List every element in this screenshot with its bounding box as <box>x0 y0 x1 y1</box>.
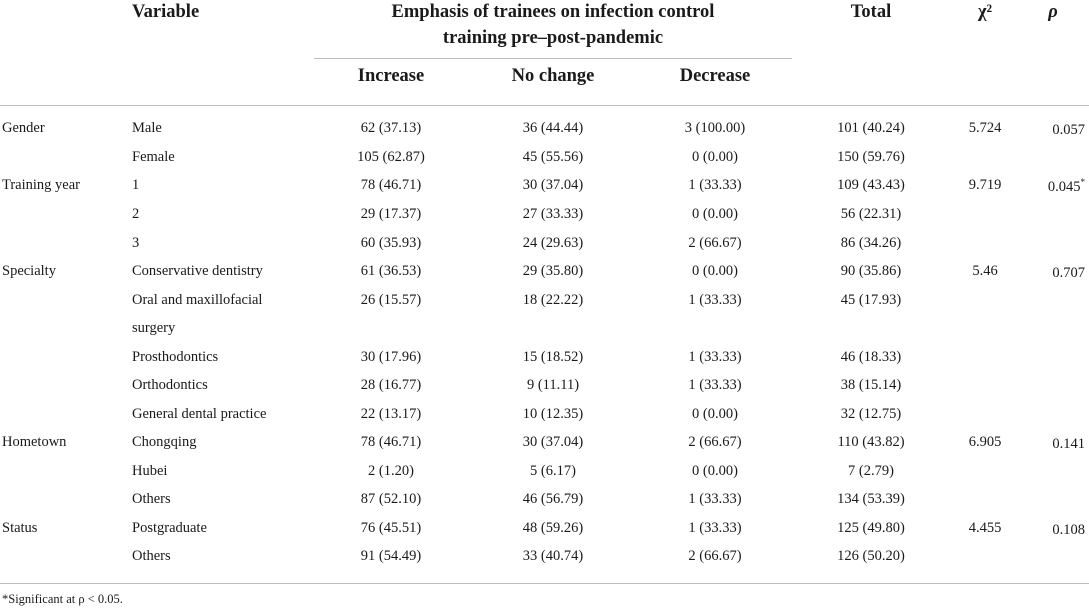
cell-decrease: 1 (33.33) <box>688 520 742 536</box>
header-total: Total <box>850 2 892 22</box>
cell-total: 134 (53.39) <box>837 491 905 507</box>
cell-group: Gender <box>2 120 45 136</box>
significance-mark: * <box>1080 177 1085 187</box>
cell-level: Others <box>132 548 171 564</box>
cell-total: 150 (59.76) <box>837 149 905 165</box>
cell-no-change: 29 (35.80) <box>522 263 584 279</box>
cell-increase: 60 (35.93) <box>360 235 422 251</box>
cell-total: 125 (49.80) <box>837 520 905 536</box>
header-variable: Variable <box>132 2 200 22</box>
cell-increase: 22 (13.17) <box>360 406 422 422</box>
cell-increase: 29 (17.37) <box>360 206 422 222</box>
cell-total: 126 (50.20) <box>837 548 905 564</box>
cell-decrease: 2 (66.67) <box>688 235 742 251</box>
cell-decrease: 0 (0.00) <box>692 463 738 479</box>
cell-total: 86 (34.26) <box>840 235 902 251</box>
cell-no-change: 18 (22.22) <box>522 292 584 308</box>
cell-level: Postgraduate <box>132 520 207 536</box>
header-no-change: No change <box>511 66 595 86</box>
cell-no-change: 27 (33.33) <box>522 206 584 222</box>
cell-level: Hubei <box>132 463 168 479</box>
header-decrease: Decrease <box>679 66 751 86</box>
cell-no-change: 15 (18.52) <box>522 349 584 365</box>
cell-level: Conservative dentistry <box>132 263 263 279</box>
cell-total: 32 (12.75) <box>840 406 902 422</box>
cell-decrease: 0 (0.00) <box>692 263 738 279</box>
cell-decrease: 0 (0.00) <box>692 206 738 222</box>
cell-increase: 87 (52.10) <box>360 491 422 507</box>
cell-rho <box>1052 120 1085 139</box>
cell-rho-value: 0.707 <box>1052 264 1085 281</box>
cell-no-change: 30 (37.04) <box>522 434 584 450</box>
cell-no-change: 33 (40.74) <box>522 548 584 564</box>
cell-increase: 76 (45.51) <box>360 520 422 536</box>
cell-group: Specialty <box>2 263 56 279</box>
cell-increase: 30 (17.96) <box>360 349 422 365</box>
cell-increase: 91 (54.49) <box>360 548 422 564</box>
cell-no-change: 5 (6.17) <box>530 463 576 479</box>
cell-no-change: 30 (37.04) <box>522 177 584 193</box>
cell-increase: 61 (36.53) <box>360 263 422 279</box>
cell-no-change: 36 (44.44) <box>522 120 584 136</box>
cell-level: Prosthodontics <box>132 349 219 365</box>
cell-total: 101 (40.24) <box>837 120 905 136</box>
cell-group: Status <box>2 520 38 536</box>
cell-level: Female <box>132 149 175 165</box>
cell-decrease: 0 (0.00) <box>692 406 738 422</box>
cell-level: General dental practice <box>132 406 267 422</box>
cell-total: 109 (43.43) <box>837 177 905 193</box>
cell-rho-value: 0.057 <box>1052 121 1085 138</box>
cell-rho-value: 0.045 <box>1047 178 1081 195</box>
cell-increase: 78 (46.71) <box>360 177 422 193</box>
cell-no-change: 24 (29.63) <box>522 235 584 251</box>
cell-level: Male <box>132 120 162 136</box>
cell-decrease: 3 (100.00) <box>684 120 746 136</box>
cell-total: 90 (35.86) <box>840 263 902 279</box>
cell-increase: 2 (1.20) <box>368 463 414 479</box>
cell-decrease: 1 (33.33) <box>688 377 742 393</box>
cell-no-change: 10 (12.35) <box>522 406 584 422</box>
cell-no-change: 48 (59.26) <box>522 520 584 536</box>
cell-increase: 62 (37.13) <box>360 120 422 136</box>
cell-decrease: 1 (33.33) <box>688 491 742 507</box>
table-bottom-rule <box>0 583 1089 584</box>
cell-level: 3 <box>132 235 140 251</box>
cell-level: 2 <box>132 206 140 222</box>
cell-level: Orthodontics <box>132 377 208 393</box>
cell-increase: 26 (15.57) <box>360 292 422 308</box>
cell-chi2: 5.46 <box>972 263 998 279</box>
cell-decrease: 0 (0.00) <box>692 149 738 165</box>
cell-level: Others <box>132 491 171 507</box>
cell-total: 56 (22.31) <box>840 206 902 222</box>
header-group-line1: Emphasis of trainees on infection control <box>391 2 715 22</box>
cell-decrease: 1 (33.33) <box>688 349 742 365</box>
cell-level: Oral and maxillofacial <box>132 292 263 308</box>
cell-rho-value: 0.108 <box>1052 521 1085 538</box>
cell-decrease: 2 (66.67) <box>688 548 742 564</box>
cell-rho <box>1048 177 1085 196</box>
header-increase: Increase <box>357 66 425 86</box>
cell-total: 7 (2.79) <box>848 463 894 479</box>
cell-chi2: 4.455 <box>968 520 1002 536</box>
cell-increase: 78 (46.71) <box>360 434 422 450</box>
cell-decrease: 1 (33.33) <box>688 292 742 308</box>
cell-decrease: 2 (66.67) <box>688 434 742 450</box>
cell-total: 45 (17.93) <box>840 292 902 308</box>
cell-group: Hometown <box>2 434 67 450</box>
header-chi2: χ² <box>977 2 993 22</box>
cell-level: Chongqing <box>132 434 197 450</box>
cell-rho <box>1052 434 1085 453</box>
cell-level: 1 <box>132 177 140 193</box>
cell-chi2: 5.724 <box>968 120 1002 136</box>
cell-no-change: 46 (56.79) <box>522 491 584 507</box>
cell-decrease: 1 (33.33) <box>688 177 742 193</box>
cell-no-change: 9 (11.11) <box>526 377 580 393</box>
cell-chi2: 6.905 <box>968 434 1002 450</box>
cell-level-continued: surgery <box>132 320 176 336</box>
cell-chi2: 9.719 <box>968 177 1002 193</box>
cell-increase: 28 (16.77) <box>360 377 422 393</box>
cell-no-change: 45 (55.56) <box>522 149 584 165</box>
header-bottom-rule <box>0 105 1089 106</box>
cell-total: 38 (15.14) <box>840 377 902 393</box>
header-rho: ρ <box>1048 2 1058 22</box>
cell-rho <box>1052 520 1085 539</box>
cell-increase: 105 (62.87) <box>357 149 425 165</box>
header-group-rule <box>314 58 792 59</box>
cell-total: 46 (18.33) <box>840 349 902 365</box>
header-group-line2: training pre–post-pandemic <box>442 28 664 48</box>
cell-total: 110 (43.82) <box>837 434 905 450</box>
cell-group: Training year <box>2 177 80 193</box>
cell-rho-value: 0.141 <box>1052 435 1085 452</box>
footnote: *Significant at ρ < 0.05. <box>2 592 123 606</box>
cell-rho <box>1052 263 1085 282</box>
